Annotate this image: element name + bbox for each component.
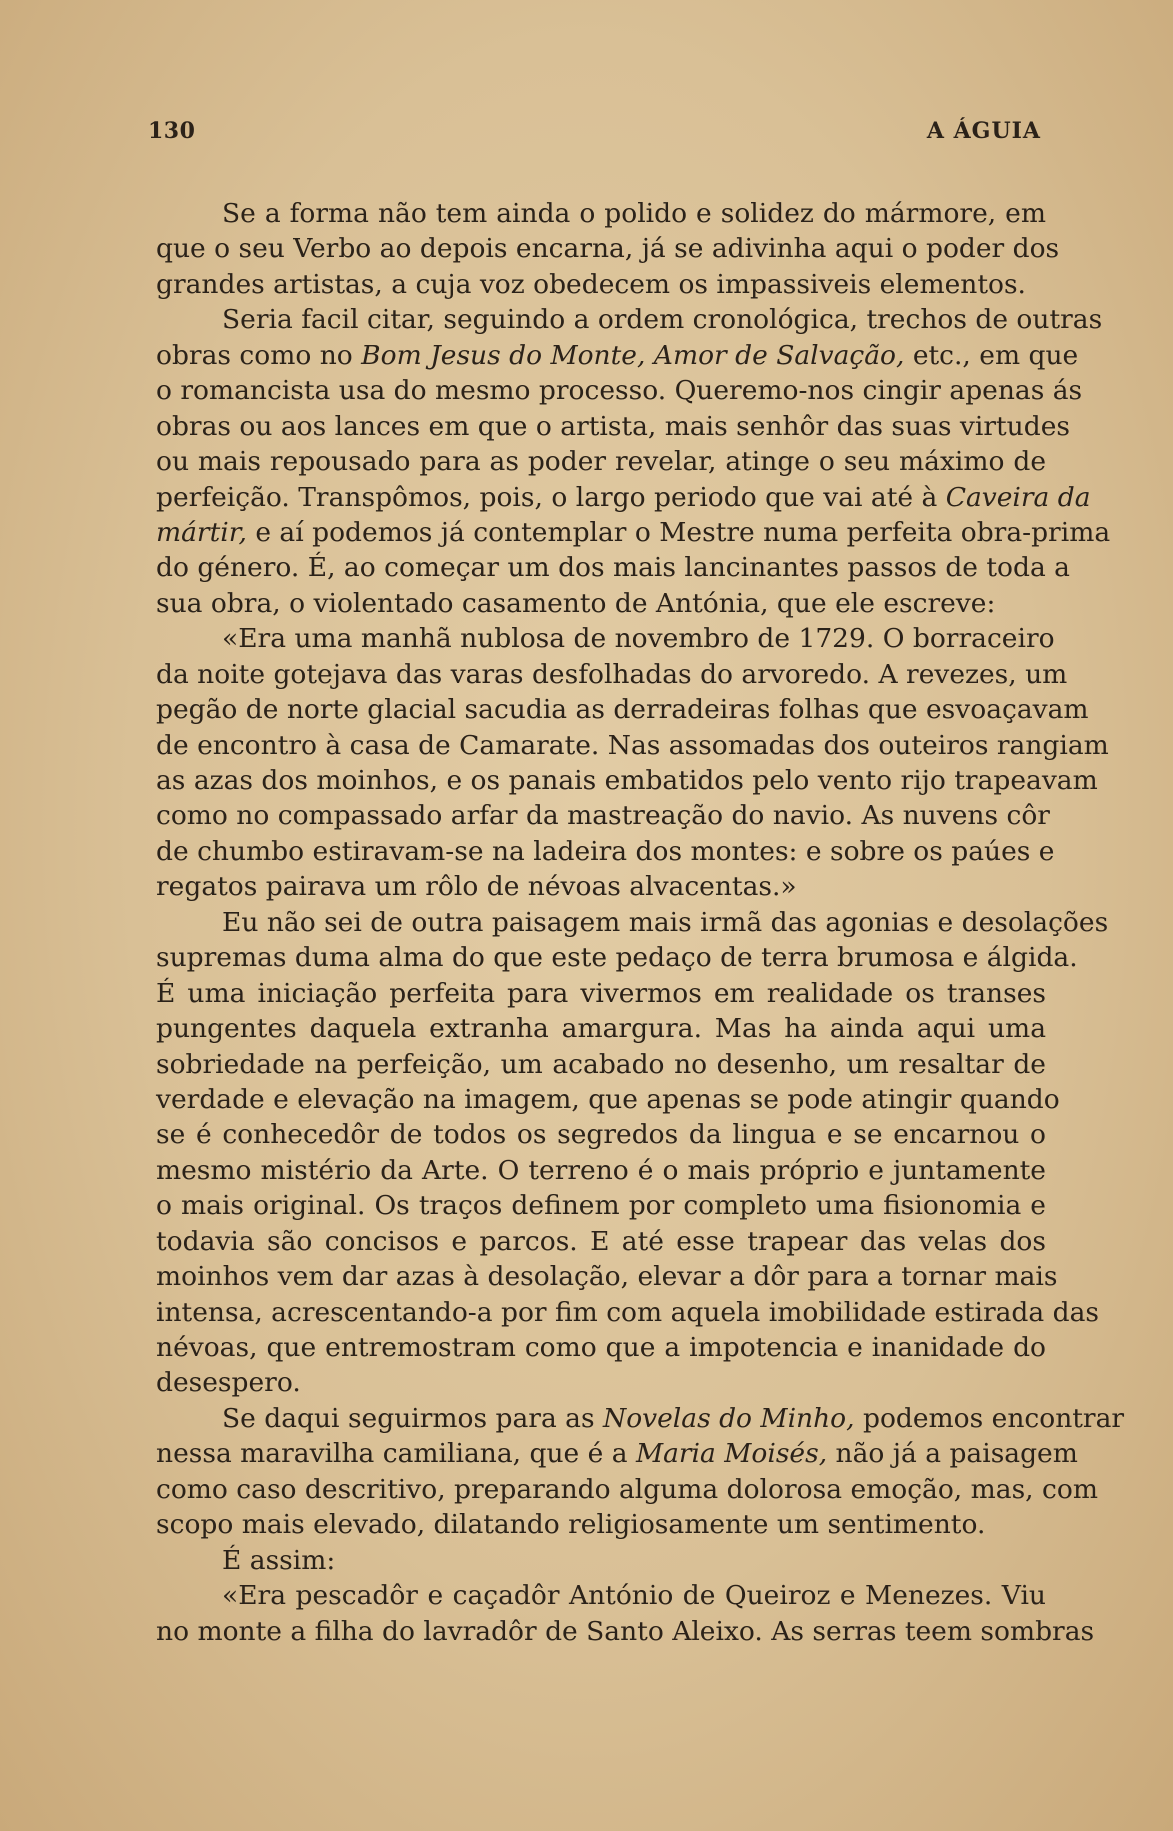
text-segment: do género. É, ao começar um dos mais lancinantes passos de toda a <box>156 552 1070 584</box>
page-header <box>148 118 1041 148</box>
text-line <box>156 373 1083 408</box>
text-segment: intensa, acrescentando-a por fim com aquela imobilidade estirada das <box>156 1296 1099 1328</box>
text-line <box>156 1259 1058 1294</box>
italic-title: mártir, <box>156 516 247 548</box>
text-line <box>156 940 1078 975</box>
text-line <box>156 480 1091 515</box>
text-segment: scopo mais elevado, dilatando religiosamente um sentimento. <box>156 1509 986 1541</box>
text-line <box>156 621 1055 656</box>
text-line <box>156 444 1046 479</box>
text-segment: Se daqui seguirmos para as <box>222 1402 603 1434</box>
text-line <box>156 657 1068 692</box>
body-text <box>156 196 1125 1649</box>
text-segment: no monte a filha do lavradôr de Santo Aleixo. As serras teem sombras <box>156 1615 1095 1647</box>
text-segment: sobriedade na perfeição, um acabado no desenho, um resaltar de <box>156 1048 1046 1080</box>
text-line <box>156 869 1046 904</box>
text-line <box>156 1543 1046 1578</box>
text-line <box>156 196 1046 231</box>
text-segment: desespero. <box>156 1367 301 1399</box>
italic-title: Bom Jesus do Monte, Amor de Salvação, <box>361 339 905 371</box>
text-segment: mesmo mistério da Arte. O terreno é o mais próprio e juntamente <box>156 1154 1046 1186</box>
text-line <box>156 728 1109 763</box>
text-segment: de chumbo estiravam-se na ladeira dos montes: e sobre os paúes e <box>156 835 1055 867</box>
page-number: 130 <box>148 118 196 144</box>
text-line <box>156 1330 1046 1365</box>
text-segment: «Era uma manhã nublosa de novembro de 1729. O borraceiro <box>222 623 1055 655</box>
text-segment: verdade e elevação na imagem, que apenas se pode atingir quando <box>156 1083 1060 1115</box>
text-segment: como caso descritivo, preparando alguma dolorosa emoção, mas, com <box>156 1473 1098 1505</box>
text-line <box>156 409 1070 444</box>
text-segment: todavia são concisos e parcos. E até esse trapear das velas dos <box>156 1225 1046 1257</box>
text-line <box>156 1578 1046 1613</box>
text-line <box>156 976 1046 1011</box>
text-segment: nessa maravilha camiliana, que é a <box>156 1438 636 1470</box>
text-segment: É uma iniciação perfeita para vivermos em realidade os transes <box>156 977 1046 1009</box>
text-segment: ou mais repousado para as poder revelar, atinge o seu máximo de <box>156 446 1046 478</box>
text-segment: supremas duma alma do que este pedaço de terra brumosa e álgida. <box>156 942 1078 974</box>
text-segment: regatos pairava um rôlo de névoas alvacentas.» <box>156 871 797 903</box>
text-line <box>156 1117 1046 1152</box>
text-line <box>156 1011 1046 1046</box>
text-line <box>156 550 1070 585</box>
text-line <box>156 692 1089 727</box>
text-segment: «Era pescadôr e caçadôr António de Queiroz e Menezes. Viu <box>222 1580 1046 1612</box>
text-segment: não já a paisagem <box>827 1438 1078 1470</box>
text-segment: É assim: <box>222 1544 336 1576</box>
text-line <box>156 302 1103 337</box>
text-line <box>156 231 1060 266</box>
italic-title: Novelas do Minho, <box>603 1402 855 1434</box>
text-line <box>156 338 1079 373</box>
text-line <box>156 1047 1046 1082</box>
text-segment: obras como no <box>156 339 362 371</box>
text-segment: de encontro à casa de Camarate. Nas assomadas dos outeiros rangiam <box>156 729 1109 761</box>
text-line <box>156 1507 1046 1542</box>
text-line <box>156 763 1098 798</box>
text-line <box>156 1295 1099 1330</box>
text-segment: pungentes daquela extranha amargura. Mas ha ainda aqui uma <box>156 1013 1046 1045</box>
text-line <box>156 1436 1078 1471</box>
text-segment: podemos encontrar <box>854 1402 1125 1434</box>
text-segment: perfeição. Transpômos, pois, o largo periodo que vai até à <box>156 481 946 513</box>
text-segment: Se a forma não tem ainda o polido e solidez do mármore, em <box>222 198 1046 229</box>
text-segment: grandes artistas, a cuja voz obedecem os impassiveis elementos. <box>156 268 1026 300</box>
text-line <box>156 1188 1046 1223</box>
text-line <box>156 267 1046 302</box>
text-line <box>156 1224 1046 1259</box>
text-line <box>156 515 1111 550</box>
text-line <box>156 1082 1060 1117</box>
text-line <box>156 586 1046 621</box>
text-segment: como no compassado arfar da mastreação do navio. As nuvens côr <box>156 800 1050 832</box>
text-segment: o mais original. Os traços definem por completo uma fisionomia e <box>156 1190 1046 1222</box>
text-line <box>156 905 1109 940</box>
text-segment: as azas dos moinhos, e os panais embatidos pelo vento rijo trapeavam <box>156 765 1098 796</box>
text-segment: e aí podemos já contemplar o Mestre numa perfeita obra-prima <box>246 516 1111 548</box>
text-line <box>156 1365 1046 1400</box>
italic-title: Caveira da <box>945 481 1091 513</box>
text-segment: sua obra, o violentado casamento de Antónia, que ele escreve: <box>156 587 996 619</box>
italic-title: Maria Moisés, <box>635 1438 828 1470</box>
text-segment: o romancista usa do mesmo processo. Queremo-nos cingir apenas ás <box>156 375 1083 407</box>
running-head: A ÁGUIA <box>926 118 1041 144</box>
text-segment: se é conhecedôr de todos os segredos da lingua e se encarnou o <box>156 1119 1046 1151</box>
text-segment: pegão de norte glacial sacudia as derradeiras folhas que esvoaçavam <box>156 694 1089 726</box>
text-line <box>156 1401 1125 1436</box>
text-segment: moinhos vem dar azas à desolação, elevar a dôr para a tornar mais <box>156 1261 1058 1293</box>
text-line <box>156 798 1050 833</box>
text-line <box>156 1472 1098 1507</box>
text-segment: etc., em que <box>904 339 1079 371</box>
text-line <box>156 834 1055 869</box>
text-segment: Eu não sei de outra paisagem mais irmã das agonias e desolações <box>222 906 1109 938</box>
text-segment: Seria facil citar, seguindo a ordem cronológica, trechos de outras <box>222 304 1103 336</box>
text-line <box>156 1614 1095 1649</box>
text-segment: que o seu Verbo ao depois encarna, já se adivinha aqui o poder dos <box>156 233 1060 265</box>
text-segment: névoas, que entremostram como que a impotencia e inanidade do <box>156 1332 1046 1363</box>
text-line <box>156 1153 1046 1188</box>
text-segment: obras ou aos lances em que o artista, mais senhôr das suas virtudes <box>156 410 1070 442</box>
text-segment: da noite gotejava das varas desfolhadas do arvoredo. A revezes, um <box>156 658 1068 690</box>
